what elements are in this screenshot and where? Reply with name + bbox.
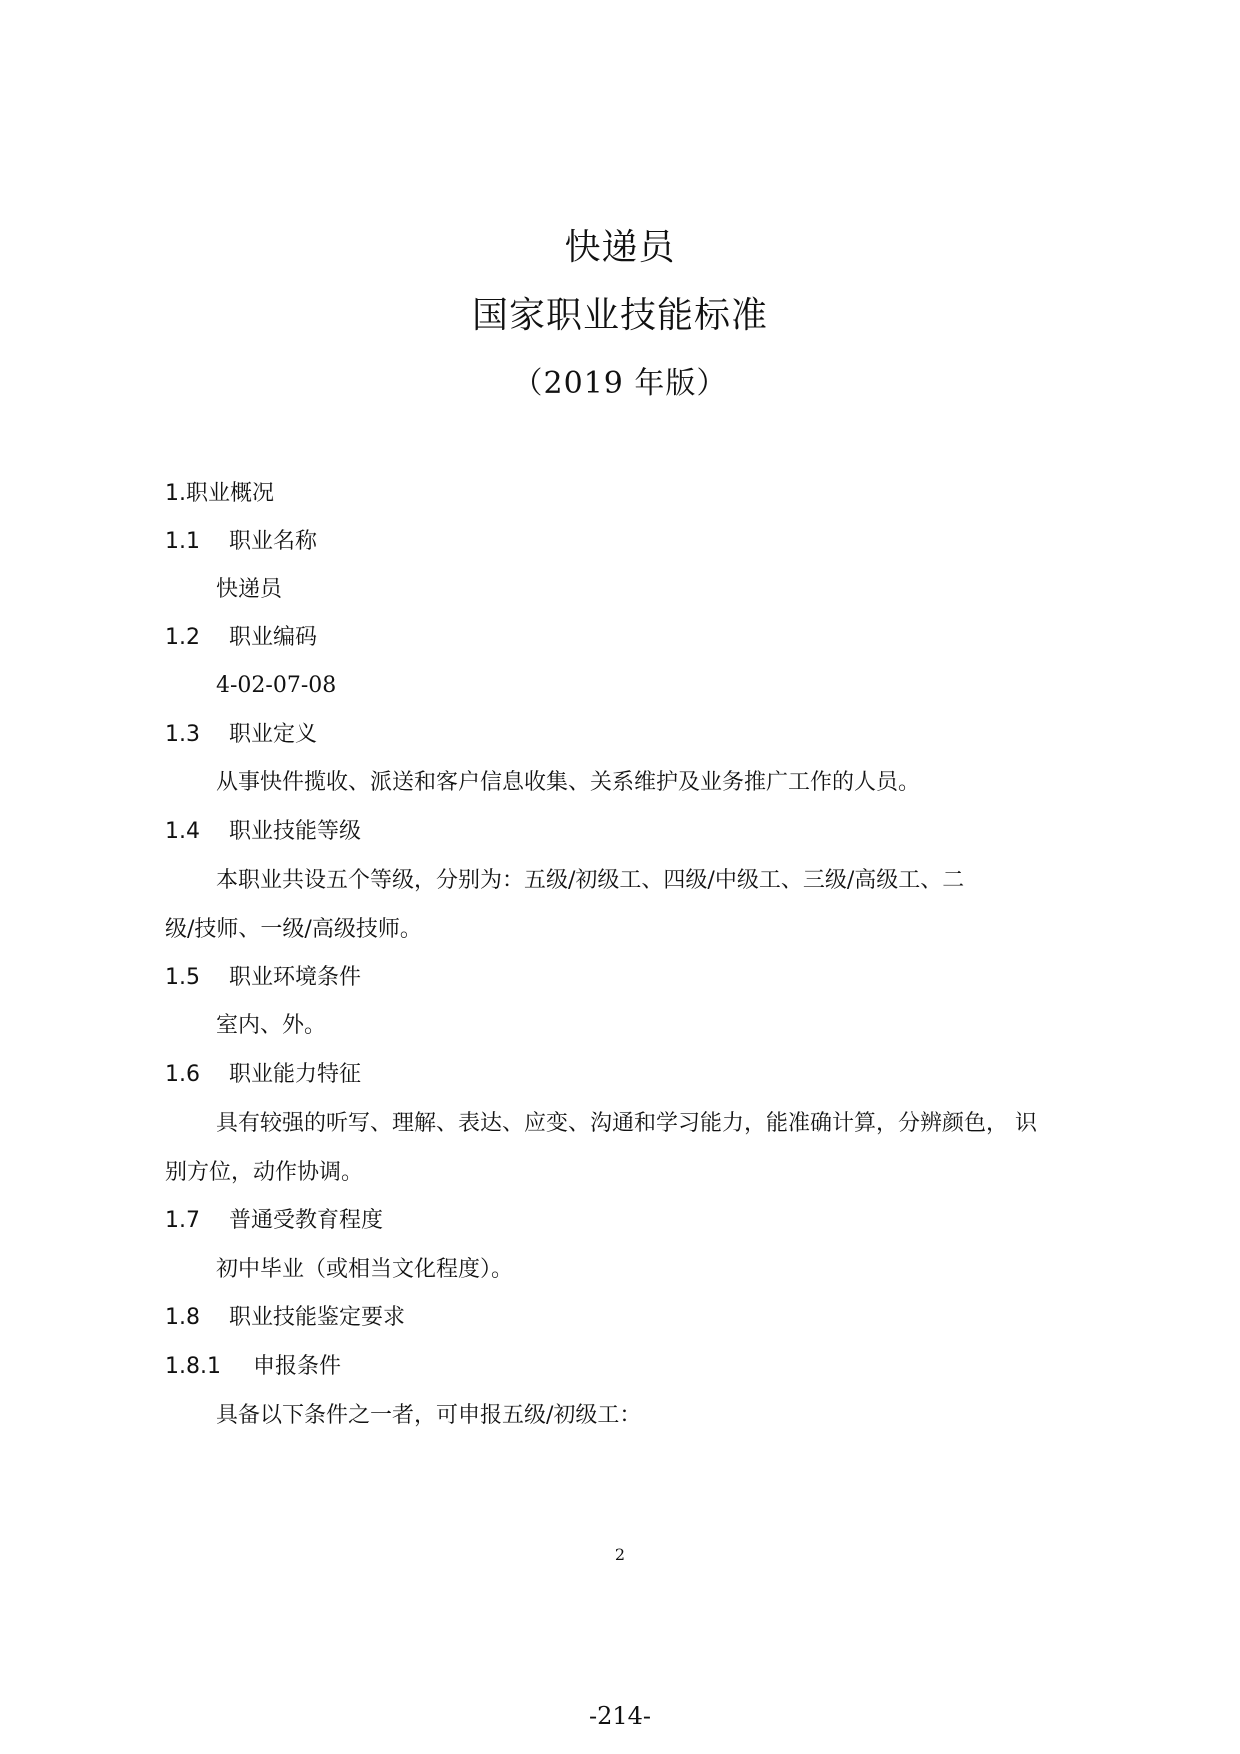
- section-heading-1-6: [165, 1060, 361, 1090]
- section-title: 职业能力特征: [229, 1062, 362, 1087]
- section-body-1-3: 从事快件揽收、派送和客户信息收集、关系维护及业务推广工作的人员。: [216, 770, 921, 795]
- section-number: 1.3: [165, 722, 200, 747]
- section-title: 申报条件: [253, 1354, 342, 1379]
- section-title: 职业概况: [186, 481, 275, 506]
- document-title-standard: 国家职业技能标准: [471, 295, 768, 336]
- section-number: 1.6: [165, 1062, 200, 1087]
- section-body-1-1: 快递员: [216, 577, 283, 602]
- section-title: 职业技能鉴定要求: [229, 1305, 406, 1330]
- section-title: 职业名称: [229, 529, 318, 554]
- section-heading-1-3: [165, 720, 317, 750]
- section-body-1-5: 室内、外。: [216, 1013, 327, 1038]
- section-heading-1-2: [165, 623, 317, 653]
- section-heading-1-5: [165, 963, 361, 993]
- section-number: 1.8: [165, 1305, 200, 1330]
- document-title-occupation: 快递员: [564, 227, 676, 268]
- section-title: 职业定义: [229, 722, 318, 747]
- section-heading-1-4: [165, 817, 361, 847]
- section-body-1-6-line1: 具有较强的听写、理解、表达、应变、沟通和学习能力，能准确计算，分辨颜色， 识: [216, 1111, 1037, 1136]
- section-number: 1.4: [165, 819, 200, 844]
- section-body-1-8-1: 具备以下条件之一者，可申报五级/初级工：: [216, 1403, 642, 1428]
- section-heading-1-7: [165, 1206, 383, 1236]
- section-body-1-6-line2: 别方位，动作协调。: [165, 1160, 364, 1185]
- section-title: 职业技能等级: [229, 819, 362, 844]
- section-number: 1.5: [165, 965, 200, 990]
- outer-page-number: -214-: [588, 1702, 652, 1730]
- section-title: 职业编码: [229, 625, 318, 650]
- section-number: 1.1: [165, 529, 200, 554]
- section-body-1-7: 初中毕业（或相当文化程度）。: [216, 1257, 514, 1282]
- section-heading-1-8-1: [165, 1352, 341, 1382]
- section-title: 职业环境条件: [229, 965, 362, 990]
- section-heading-1-8: [165, 1303, 405, 1333]
- section-number: 1.7: [165, 1208, 200, 1233]
- section-body-1-4-line1: 本职业共设五个等级，分别为：五级/初级工、四级/中级工、三级/高级工、二: [216, 868, 965, 893]
- section-heading-1: [165, 479, 274, 509]
- section-number: 1.: [165, 481, 186, 506]
- section-number: 1.8.1: [165, 1354, 221, 1379]
- inner-page-number: 2: [614, 1545, 626, 1564]
- document-title-edition: （2019 年版）: [512, 366, 728, 401]
- section-heading-1-1: [165, 527, 317, 557]
- section-body-1-4-line2: 级/技师、一级/高级技师。: [165, 917, 422, 942]
- section-title: 普通受教育程度: [229, 1208, 384, 1233]
- section-number: 1.2: [165, 625, 200, 650]
- section-body-1-2: 4-02-07-08: [216, 673, 337, 698]
